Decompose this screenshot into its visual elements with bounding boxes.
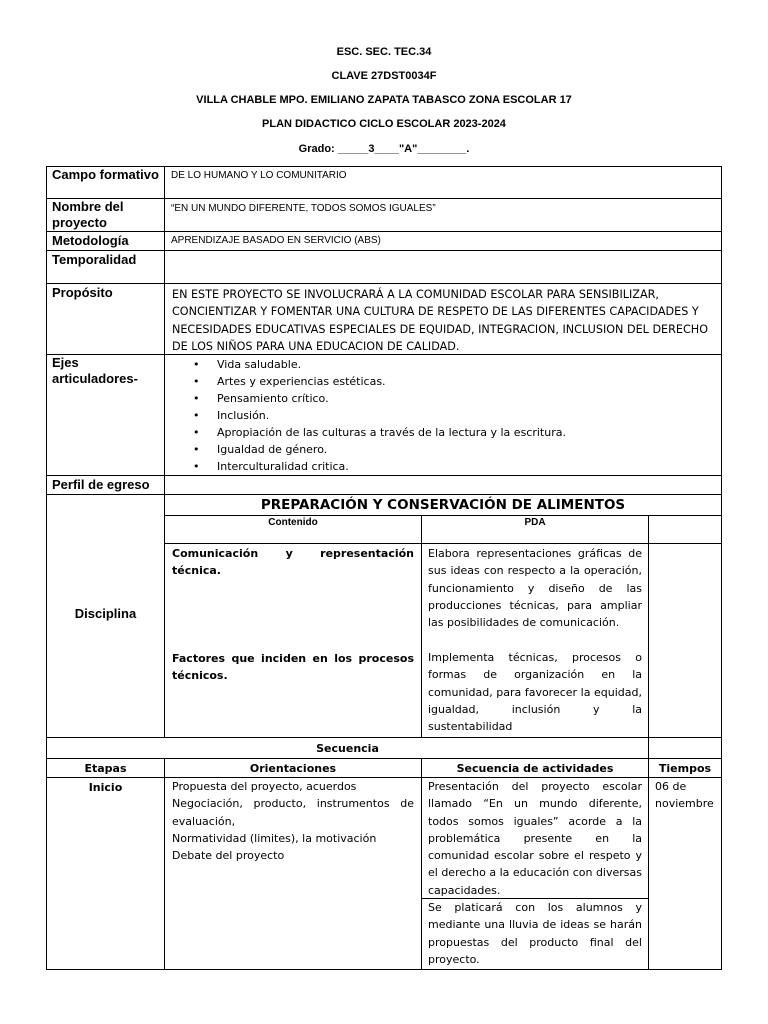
header-orientaciones: Orientaciones <box>164 758 422 778</box>
grade-line: Grado: _____3____"A"________. <box>298 143 470 155</box>
ejes-list <box>165 356 721 475</box>
actividad-2: Se platicará con los alumnos y mediante una lluvia de ideas se harán propuestas del producto final del proyecto. <box>421 898 649 970</box>
pda-cell <box>421 543 649 738</box>
header-etapas: Etapas <box>46 758 165 778</box>
temporalidad-label: Temporalidad <box>46 250 165 284</box>
eje-item: • Vida saludable. <box>217 356 721 373</box>
orientacion-item: Normatividad (limites), la motivación <box>172 831 377 845</box>
perfil-egreso-label: Perfil de egreso <box>46 475 165 495</box>
header-actividades: Secuencia de actividades <box>421 758 649 778</box>
plan-title: PLAN DIDACTICO CICLO ESCOLAR 2023-2024 <box>262 118 506 130</box>
eje-item: • Pensamiento crítico. <box>217 390 721 407</box>
school-name: ESC. SEC. TEC.34 <box>336 46 432 58</box>
nombre-proyecto-value: “EN UN MUNDO DIFERENTE, TODOS SOMOS IGUALES” <box>164 198 722 232</box>
proposito-label: Propósito <box>46 283 165 355</box>
perfil-egreso-value <box>164 475 722 495</box>
pda-1: Elabora representaciones gráficas de sus ideas con respecto a la operación, funcionamiento y diseño de las producciones técnicas, para ampliar las posibilidades de comunicación. <box>428 547 642 630</box>
metodologia-label: Metodología <box>46 231 165 251</box>
disciplina-label: Disciplina <box>46 494 165 738</box>
disciplina-title: PREPARACIÓN Y CONSERVACIÓN DE ALIMENTOS <box>164 494 722 516</box>
ejes-articuladores-list-cell <box>164 354 722 476</box>
etapa-inicio: Inicio <box>46 777 165 970</box>
metodologia-value: APRENDIZAJE BASADO EN SERVICIO (ABS) <box>164 231 722 251</box>
eje-item: • Igualdad de género. <box>217 441 721 458</box>
actividad-1: Presentación del proyecto escolar llamado “En un mundo diferente, todos somos iguales” acorde a la problemática presente en la comunidad escolar sobre el respeto y el derecho a la educación con diversas capacidades. <box>421 777 649 899</box>
col-extra-header <box>648 515 722 544</box>
eje-item: • Artes y experiencias estéticas. <box>217 373 721 390</box>
orientacion-item: Negociación, producto, instrumentos de evaluación, <box>172 797 414 828</box>
col-pda-header: PDA <box>421 515 649 544</box>
nombre-proyecto-label: Nombre del proyecto <box>46 198 165 232</box>
temporalidad-value <box>164 250 722 284</box>
pda-2: Implementa técnicas, procesos o formas de organización en la comunidad, para favorecer la equidad, igualdad, inclusión y la sustentabilidad <box>428 651 642 734</box>
secuencia-title: Secuencia <box>46 737 649 759</box>
secuencia-title-extra <box>648 737 722 759</box>
eje-item: • Inclusión. <box>217 407 721 424</box>
school-key: CLAVE 27DST0034F <box>331 70 437 82</box>
tiempo-inicio: 06 de noviembre <box>648 777 722 970</box>
eje-item: • Interculturalidad critica. <box>217 458 721 475</box>
orientaciones-cell <box>164 777 422 970</box>
pda-extra-cell <box>648 543 722 738</box>
header-tiempos: Tiempos <box>648 758 722 778</box>
campo-formativo-value: DE LO HUMANO Y LO COMUNITARIO <box>164 166 722 199</box>
contenido-1: Comunicación y representación técnica. <box>172 547 414 577</box>
eje-item: • Apropiación de las culturas a través de la lectura y la escritura. <box>217 424 721 441</box>
orientacion-item: Propuesta del proyecto, acuerdos <box>172 780 357 793</box>
contenido-2: Factores que inciden en los procesos técnicos. <box>172 652 414 682</box>
contenido-cell <box>164 543 422 738</box>
school-location: VILLA CHABLE MPO. EMILIANO ZAPATA TABASCO ZONA ESCOLAR 17 <box>196 94 572 106</box>
proposito-value: EN ESTE PROYECTO SE INVOLUCRARÁ A LA COMUNIDAD ESCOLAR PARA SENSIBILIZAR, CONCIENTIZAR Y FOMENTAR UNA CULTURA DE RESPETO DE LAS DIFERENTES CAPACIDADES Y NECESIDADES EDUCATIVAS ESPECIALES DE EQUIDAD, INTEGRACION, INCLUSION DEL DERECHO DE LOS NIÑOS PARA UNA EDUCACION DE CALIDAD. <box>164 283 722 355</box>
campo-formativo-label: Campo formativo <box>46 166 165 199</box>
orientacion-item: Debate del proyecto <box>172 849 285 863</box>
col-contenido-header: Contenido <box>164 515 422 544</box>
ejes-articuladores-label: Ejes articuladores- <box>46 354 165 476</box>
